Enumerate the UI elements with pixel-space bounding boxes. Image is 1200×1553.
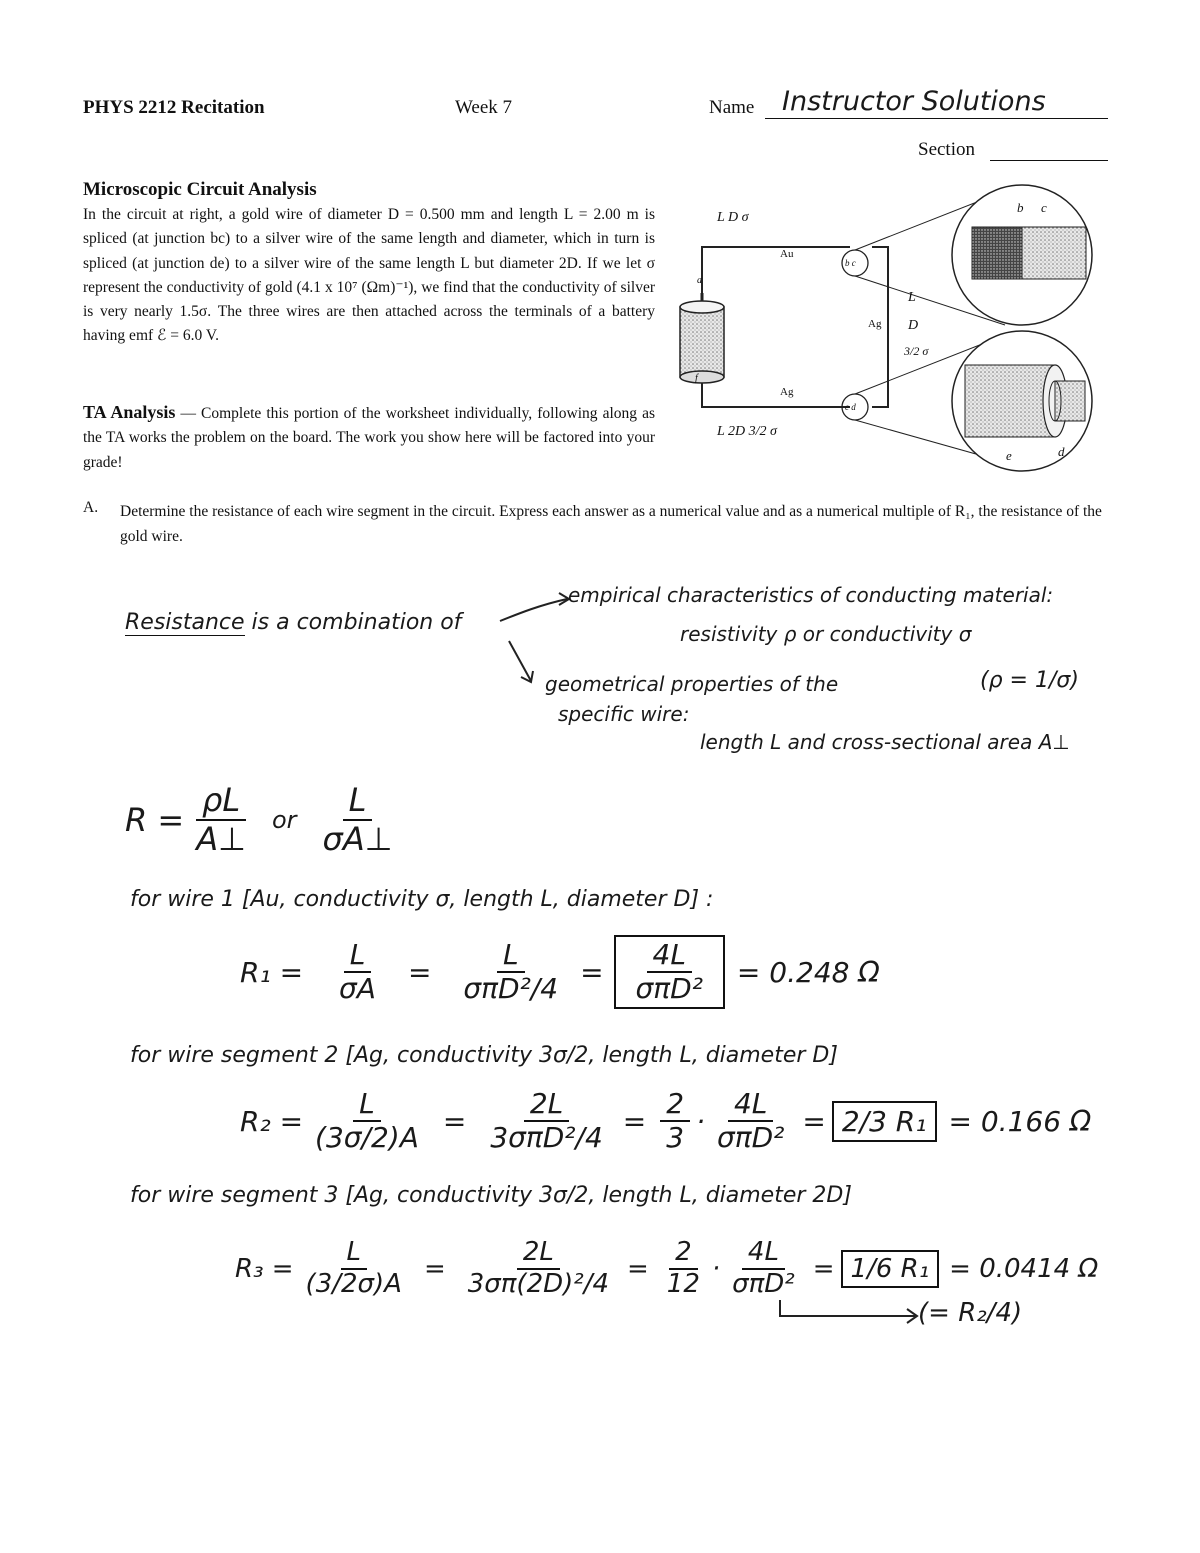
name-handwritten: Instructor Solutions xyxy=(782,86,1046,117)
wire3-frac-2: $\frac{2L}{\text{3σπ(2D)²/4}}$ xyxy=(467,1237,609,1299)
zoom-label-b: b xyxy=(1017,200,1024,215)
diagram-junction-bc: b c xyxy=(845,258,856,268)
section-label: Section xyxy=(918,139,975,160)
intro-paragraph: In the circuit at right, a gold wire of diameter D = 0.500 mm and length L = 2.00 m is spliced (at junction bc) to a silver wire of the same length and diameter, which in turn is spliced (at junction de) to a silver wire of the same length L but diameter 2D. If we let σ represent the conductivity of gold (4.1 x 10⁷ (Ωm)⁻¹), we find that the conductivity of silver is very nearly 1.5σ. The three wires are then attached across the terminals of a battery having emf ℰ = 6.0 V. xyxy=(83,206,655,345)
battery-body xyxy=(680,307,724,377)
zoom-label-c: c xyxy=(1041,200,1047,215)
diagram-right-L: L xyxy=(908,290,916,305)
wire3-note-arrow xyxy=(775,1298,935,1328)
wire3-lhs: R₃ = xyxy=(235,1253,294,1284)
wire1-lhs: R₁ = xyxy=(240,955,304,989)
wire3-frac-4: $\frac{4L}{\text{σπD²}}$ xyxy=(732,1237,795,1299)
formula-or: or xyxy=(271,805,297,834)
gold-wire xyxy=(702,247,850,293)
zoom-thick-wire xyxy=(965,365,1055,437)
zoom-label-d: d xyxy=(1058,444,1065,459)
week-label: Week 7 xyxy=(455,97,513,118)
ta-title: TA Analysis xyxy=(83,402,176,422)
question-letter: A. xyxy=(83,499,99,516)
wire1-frac-1: $\frac{L}{\sigma A}$ xyxy=(339,938,376,1006)
diagram-wire-ag-right: Ag xyxy=(868,318,882,330)
zoom-label-e: e xyxy=(1006,448,1012,463)
rho-relation: (ρ = 1/σ) xyxy=(980,668,1079,693)
branch-arrows xyxy=(495,585,575,685)
ta-paragraph xyxy=(83,400,655,475)
wire2-frac-4: $\frac{4L}{\text{σπD²}}$ xyxy=(716,1087,785,1155)
branch-resistivity: resistivity ρ or conductivity σ xyxy=(680,622,972,646)
branch-empirical: empirical characteristics of conducting material: xyxy=(568,583,1054,607)
formula-frac-rho: $\frac{\rho L}{A\perp}$ xyxy=(196,781,246,858)
wire1-eq: = xyxy=(407,955,432,989)
wire2-frac-3: $\frac{2}{3}$ xyxy=(660,1088,690,1154)
name-label: Name xyxy=(709,97,755,118)
wire2-heading: for wire segment 2 [Ag, conductivity 3σ/2, length L, diameter D] xyxy=(130,1043,838,1068)
ta-text: — Complete this portion of the worksheet individually, following along as the TA works the problem on the board. The work you show here will be factored into your grade! xyxy=(83,405,655,471)
wire1-result: = 0.248 Ω xyxy=(736,955,880,989)
name-underline xyxy=(765,118,1108,119)
wire3-frac-1: $\frac{L}{(3/2\sigma)A}$ xyxy=(305,1237,402,1299)
wire2-boxed: 2/3 R₁ xyxy=(832,1101,937,1142)
branch-geometry-detail: length L and cross-sectional area A⊥ xyxy=(700,730,1070,754)
resistance-formula xyxy=(125,782,405,858)
wire2-frac-1: $\frac{L}{(3\sigma/2)A}$ xyxy=(315,1087,419,1155)
zoom-silver-segment xyxy=(1022,227,1086,279)
wire3-equation: R₃ = $\frac{L}{(3/2\sigma)A}$ = $\frac{2L}{\text{3σπ(2D)²/4}}$ = $\frac{2}{12}$ · $\frac{4L}{\text{σπD²}}$ = 1/6 R₁ = 0.0414 Ω xyxy=(235,1237,1099,1299)
wire3-boxed: 1/6 R₁ xyxy=(841,1250,940,1288)
wire3-result: = 0.0414 Ω xyxy=(949,1253,1099,1284)
formula-frac-sigma: $\frac{L}{\sigma A\perp}$ xyxy=(322,781,393,858)
resistance-intro xyxy=(125,610,461,636)
branch-specific-wire: specific wire: xyxy=(558,702,690,726)
branch-geometrical: geometrical properties of the xyxy=(545,672,839,696)
diagram-right-D: D xyxy=(908,318,919,333)
diagram-node-a: a xyxy=(697,275,702,286)
diagram-node-f: f xyxy=(695,373,698,384)
diagram-wire-au: Au xyxy=(780,248,794,260)
wire2-lhs: R₂ = xyxy=(240,1104,304,1138)
wire1-frac-2: $\frac{L}{\text{σπD²/4}}$ xyxy=(463,938,559,1006)
wire2-result: = 0.166 Ω xyxy=(948,1104,1092,1138)
battery-top xyxy=(680,301,724,313)
zoom-gold-segment xyxy=(972,227,1022,279)
wire1-heading: for wire 1 [Au, conductivity σ, length L, diameter D] : xyxy=(130,887,714,912)
wire1-boxed: $\frac{4L}{\text{σπD²}}$ xyxy=(614,935,725,1009)
formula-lhs: R = xyxy=(125,800,185,839)
resistance-intro-rest: is a combination of xyxy=(251,610,462,635)
silver-wire-3 xyxy=(702,383,850,407)
section-underline xyxy=(990,160,1108,161)
diagram-wire-ag-bottom: Ag xyxy=(780,386,794,398)
wire2-frac-2: $\frac{2L}{\text{3σπD²/4}}$ xyxy=(490,1087,603,1155)
diagram-top-label: L D σ xyxy=(717,210,749,225)
wire3-note: (= R₂/4) xyxy=(918,1298,1023,1328)
resistance-word: Resistance xyxy=(125,610,245,635)
section-title: Microscopic Circuit Analysis xyxy=(83,179,317,200)
wire3-heading: for wire segment 3 [Ag, conductivity 3σ/2, length L, diameter 2D] xyxy=(130,1183,852,1208)
question-text: Determine the resistance of each wire segment in the circuit. Express each answer as a numerical value and as a numerical multiple of R₁, the resistance of the gold wire. xyxy=(120,503,1102,545)
wire1-equation: R₁ = $\frac{L}{\sigma A}$ = $\frac{L}{\text{σπD²/4}}$ = $\frac{4L}{\text{σπD²}}$ = 0.248 Ω xyxy=(240,935,880,1009)
battery-bottom xyxy=(680,371,724,383)
diagram-right-sigma: 3/2 σ xyxy=(904,344,929,358)
wire2-equation: R₂ = $\frac{L}{(3\sigma/2)A}$ = $\frac{2L}{\text{3σπD²/4}}$ = $\frac{2}{3}$ · $\frac{4L}{\text{σπD²}}$ = 2/3 R₁ = 0.166 Ω xyxy=(240,1087,1092,1155)
wire3-frac-3: $\frac{2}{12}$ xyxy=(666,1237,700,1299)
course-title: PHYS 2212 Recitation xyxy=(83,97,265,118)
diagram-bottom-label: L 2D 3/2 σ xyxy=(717,424,777,439)
diagram-junction-ed: e d xyxy=(845,402,856,412)
